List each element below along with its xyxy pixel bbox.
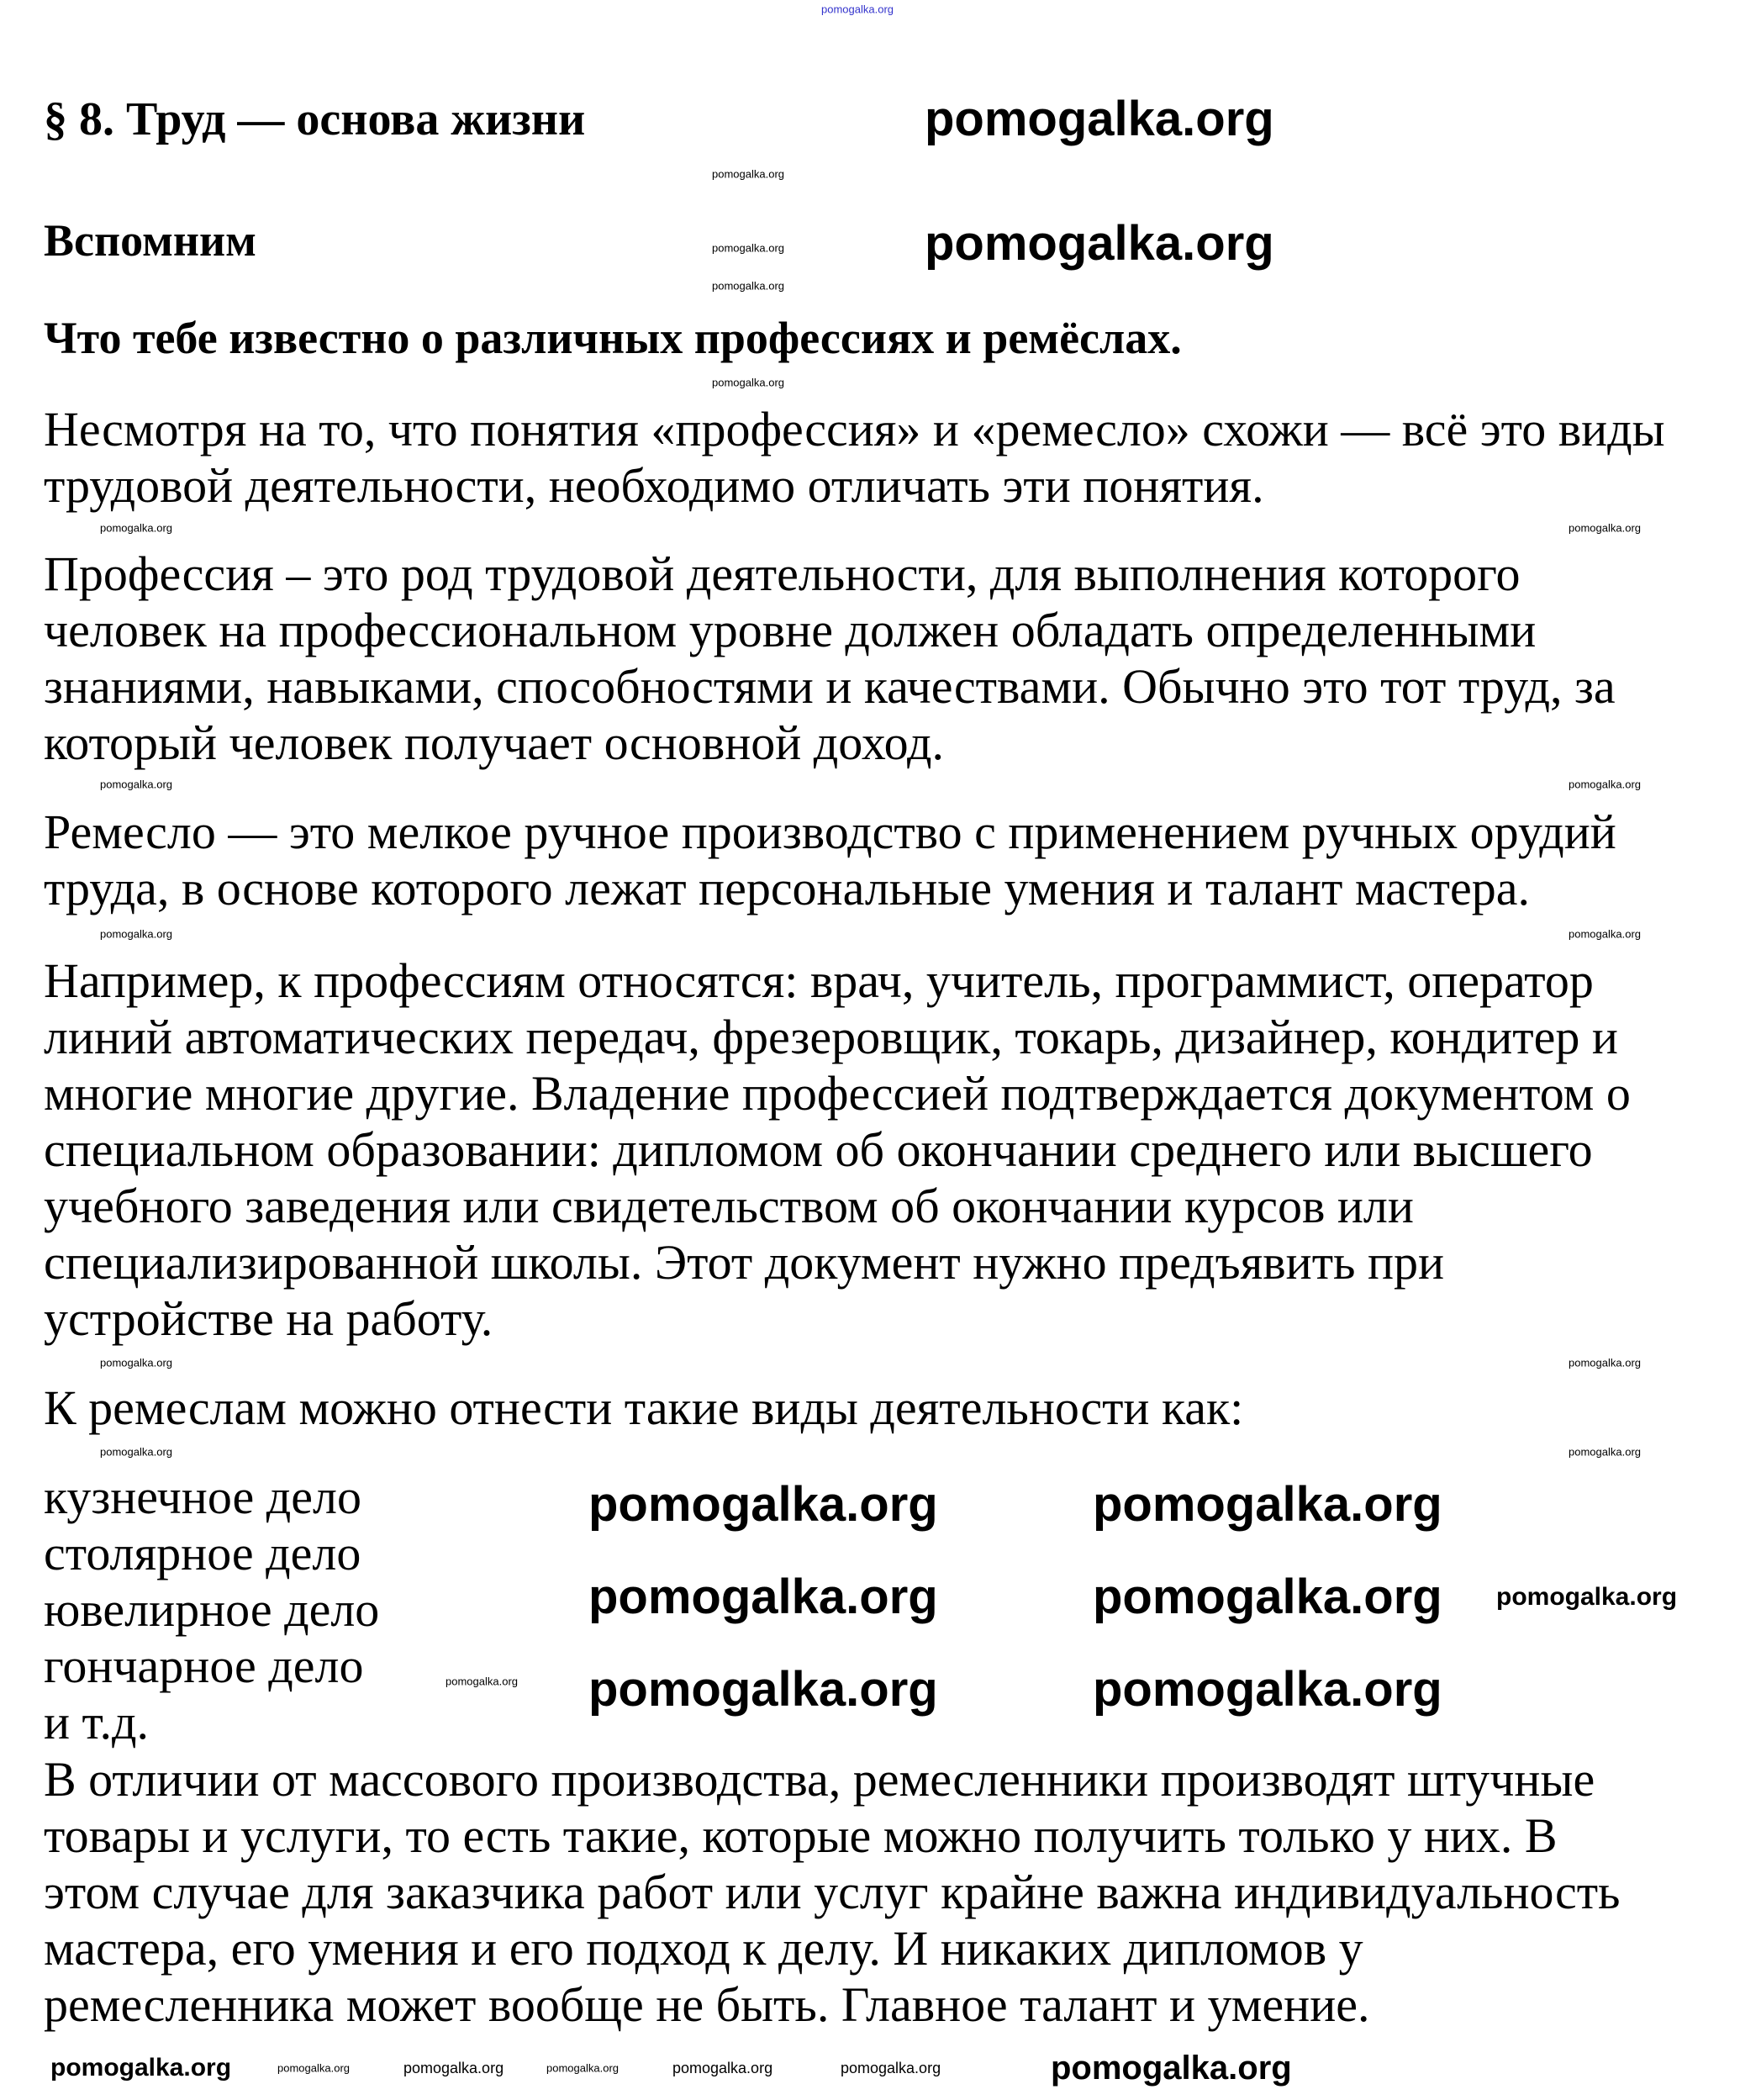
watermark: pomogalka.org bbox=[546, 2061, 619, 2075]
crafts-list bbox=[44, 1469, 379, 1750]
paragraph-craft bbox=[44, 804, 1616, 916]
watermark: pomogalka.org bbox=[1569, 1445, 1641, 1459]
watermark: pomogalka.org bbox=[1569, 778, 1641, 791]
text-line: К ремеслам можно отнести такие виды деятельности как: bbox=[44, 1380, 1244, 1435]
watermark[interactable]: pomogalka.org bbox=[821, 3, 894, 16]
text-line: устройстве на работу. bbox=[44, 1291, 493, 1346]
text-line: линий автоматических передач, фрезеровщик, токарь, дизайнер, кондитер и bbox=[44, 1010, 1618, 1064]
page-title: § 8. Труд — основа жизни bbox=[44, 93, 586, 145]
watermark: pomogalka.org bbox=[672, 2060, 773, 2076]
watermark: pomogalka.org bbox=[100, 1356, 172, 1369]
text-line: В отличии от массового производства, ремесленники производят штучные bbox=[44, 1752, 1595, 1807]
paragraph-difference bbox=[44, 1751, 1621, 2033]
watermark: pomogalka.org bbox=[588, 1570, 938, 1624]
question: Что тебе известно о различных профессиях и ремёслах. bbox=[44, 313, 1182, 363]
watermark: pomogalka.org bbox=[588, 1662, 938, 1717]
text-line: учебного заведения или свидетельством об окончании курсов или bbox=[44, 1179, 1414, 1233]
text-line: товары и услуги, то есть такие, которые можно получить только у них. В bbox=[44, 1808, 1558, 1863]
watermark: pomogalka.org bbox=[100, 521, 172, 535]
watermark: pomogalka.org bbox=[712, 241, 784, 255]
paragraph-examples bbox=[44, 952, 1631, 1347]
watermark: pomogalka.org bbox=[100, 927, 172, 941]
watermark: pomogalka.org bbox=[1569, 927, 1641, 941]
list-item: ювелирное дело bbox=[44, 1582, 380, 1637]
text-line: специализированной школы. Этот документ нужно предъявить при bbox=[44, 1235, 1445, 1290]
text-line: знаниями, навыками, способностями и качествами. Обычно это тот труд, за bbox=[44, 659, 1616, 714]
text-line: специальном образовании: дипломом об окончании среднего или высшего bbox=[44, 1122, 1593, 1177]
watermark: pomogalka.org bbox=[712, 167, 784, 181]
watermark: pomogalka.org bbox=[403, 2060, 504, 2076]
recall-heading: Вспомним bbox=[44, 215, 256, 266]
list-item: столярное дело bbox=[44, 1526, 361, 1580]
watermark: pomogalka.org bbox=[50, 2054, 232, 2082]
watermark: pomogalka.org bbox=[1093, 1662, 1442, 1717]
text-line: этом случае для заказчика работ или услуг крайне важна индивидуальность bbox=[44, 1865, 1621, 1919]
text-line: ремесленника может вообще не быть. Главное талант и умение. bbox=[44, 1977, 1370, 2032]
watermark: pomogalka.org bbox=[1093, 1570, 1442, 1624]
text-line: который человек получает основной доход. bbox=[44, 715, 944, 770]
text-line: Профессия – это род трудовой деятельности, для выполнения которого bbox=[44, 546, 1521, 601]
text-line: мастера, его умения и его подход к делу. И никаких дипломов у bbox=[44, 1921, 1363, 1976]
watermark: pomogalka.org bbox=[841, 2060, 941, 2076]
paragraph-1 bbox=[44, 401, 1665, 514]
watermark: pomogalka.org bbox=[712, 279, 784, 293]
text-line: трудовой деятельности, необходимо отличать эти понятия. bbox=[44, 458, 1264, 513]
watermark: pomogalka.org bbox=[712, 376, 784, 389]
paragraph-crafts-intro bbox=[44, 1380, 1243, 1436]
text-line: Ремесло — это мелкое ручное производство с применением ручных орудий bbox=[44, 805, 1616, 859]
watermark: pomogalka.org bbox=[1093, 1477, 1442, 1532]
watermark: pomogalka.org bbox=[1496, 1583, 1678, 1611]
watermark: pomogalka.org bbox=[1569, 1356, 1641, 1369]
text-line: труда, в основе которого лежат персональные умения и талант мастера. bbox=[44, 861, 1530, 915]
list-item: кузнечное дело bbox=[44, 1469, 361, 1524]
watermark: pomogalka.org bbox=[100, 778, 172, 791]
text-line: Несмотря на то, что понятия «профессия» и «ремесло» схожи — всё это виды bbox=[44, 402, 1665, 456]
text-line: Например, к профессиям относятся: врач, учитель, программист, оператор bbox=[44, 953, 1594, 1008]
watermark: pomogalka.org bbox=[925, 216, 1274, 271]
list-item: гончарное дело bbox=[44, 1638, 364, 1693]
text-line: человек на профессиональном уровне должен обладать определенными bbox=[44, 603, 1537, 657]
text-line: многие многие другие. Владение профессией подтверждается документом о bbox=[44, 1066, 1631, 1121]
list-item: и т.д. bbox=[44, 1695, 150, 1749]
watermark: pomogalka.org bbox=[277, 2061, 350, 2075]
watermark: pomogalka.org bbox=[1051, 2050, 1292, 2087]
paragraph-profession bbox=[44, 546, 1616, 771]
watermark: pomogalka.org bbox=[1569, 521, 1641, 535]
watermark: pomogalka.org bbox=[588, 1477, 938, 1532]
watermark: pomogalka.org bbox=[446, 1675, 518, 1688]
watermark: pomogalka.org bbox=[925, 92, 1274, 146]
watermark: pomogalka.org bbox=[100, 1445, 172, 1459]
